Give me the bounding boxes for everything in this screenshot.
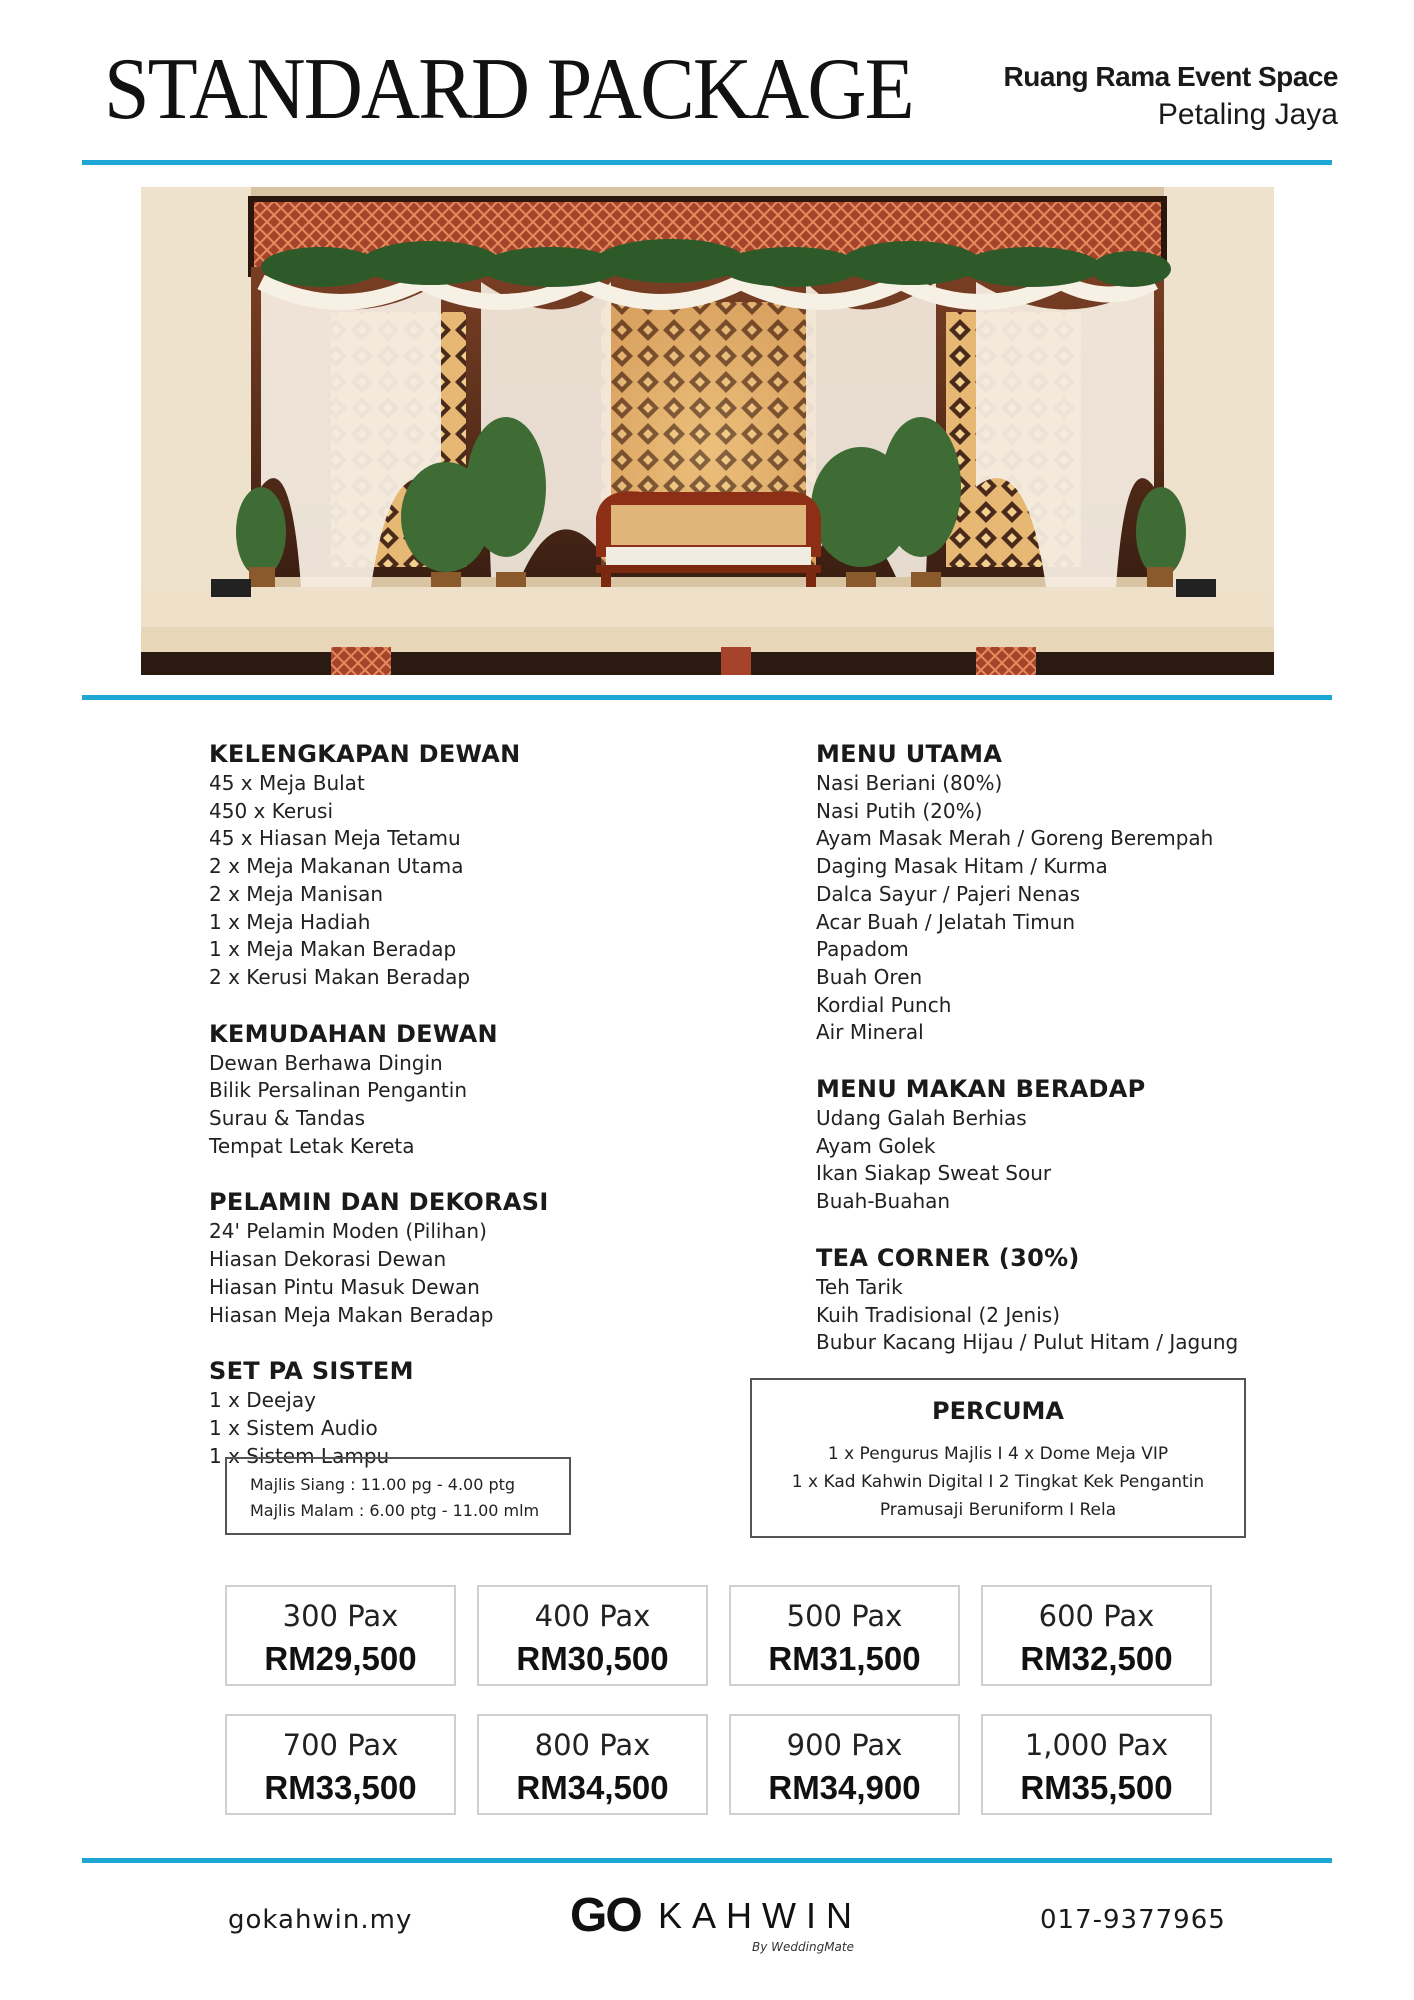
percuma-heading: PERCUMA [931,1397,1065,1425]
list-item: Air Mineral [816,1020,924,1045]
pax-label: 400 Pax [534,1599,651,1633]
logo-go: GO [570,1889,641,1942]
divider-bottom [82,1858,1332,1863]
list-item: Tempat Letak Kereta [209,1133,415,1158]
list-item: Bilik Persalinan Pengantin [209,1078,467,1103]
list-item: 2 x Meja Manisan [209,881,384,906]
section-tea-corner-30 [816,1242,1238,1357]
list-item: Hiasan Meja Makan Beradap [209,1302,494,1327]
list-item: Daging Masak Hitam / Kurma [816,854,1108,879]
list-item: 1 x Deejay [209,1388,316,1413]
price-amount: RM29,500 [264,1640,417,1677]
price-card [729,1585,960,1686]
section-list [816,1105,1238,1216]
list-item: 45 x Meja Bulat [209,771,365,795]
pax-label: 1,000 Pax [1024,1728,1169,1762]
night-session-text: Majlis Malam : 6.00 ptg - 11.00 mlm [250,1501,540,1520]
price-amount: RM35,500 [1020,1769,1173,1806]
list-item: Ayam Golek [816,1133,936,1158]
section-kelengkapan-dewan [209,738,549,992]
list-item: Udang Galah Berhias [816,1106,1027,1131]
price-amount: RM32,500 [1020,1640,1173,1677]
right-column [816,738,1238,1383]
list-item: Ikan Siakap Sweat Sour [816,1161,1052,1186]
list-item: Ayam Masak Merah / Goreng Berempah [816,826,1214,851]
pax-label: 600 Pax [1038,1599,1155,1633]
price-amount: RM33,500 [264,1769,417,1806]
list-item: Kordial Punch [816,992,952,1017]
pax-label: 300 Pax [282,1599,399,1633]
list-item: 1 x Sistem Audio [209,1415,378,1440]
section-heading: MENU UTAMA [816,740,1003,768]
list-item: Buah Oren [816,964,923,989]
list-item: Buah-Buahan [816,1189,951,1214]
price-card [981,1585,1212,1686]
section-heading: PELAMIN DAN DEKORASI [209,1188,549,1217]
section-heading: MENU MAKAN BERADAP [816,1075,1146,1104]
pax-label: 500 Pax [786,1599,903,1633]
list-item: Nasi Putih (20%) [816,798,983,823]
divider-top [82,160,1332,165]
website-link[interactable]: gokahwin.my [228,1905,413,1935]
left-column [209,738,549,1496]
list-item: Hiasan Dekorasi Dewan [209,1247,447,1272]
section-list [209,1218,549,1329]
price-amount: RM34,500 [516,1769,669,1806]
percuma-line: 1 x Pengurus Majlis I 4 x Dome Meja VIP [827,1444,1169,1464]
list-item: Dewan Berhawa Dingin [209,1050,443,1075]
section-set-pa-sistem [209,1355,549,1470]
percuma-line: 1 x Kad Kahwin Digital I 2 Tingkat Kek Pengantin [791,1472,1205,1492]
section-menu-utama [816,738,1238,1047]
price-card [477,1714,708,1815]
list-item: Kuih Tradisional (2 Jenis) [816,1302,1060,1327]
price-card [477,1585,708,1686]
price-card [225,1714,456,1815]
list-item: 2 x Kerusi Makan Beradap [209,964,471,989]
section-list [209,770,549,992]
percuma-box [750,1378,1246,1538]
list-item: 1 x Meja Makan Beradap [209,937,457,962]
phone-number[interactable]: 017-9377965 [1040,1905,1226,1935]
list-item: Bubur Kacang Hijau / Pulut Hitam / Jagung [816,1330,1239,1355]
percuma-line: Pramusaji Beruniform I Rela [879,1500,1117,1520]
price-card [981,1714,1212,1815]
price-amount: RM30,500 [516,1640,669,1677]
list-item: 45 x Hiasan Meja Tetamu [209,826,461,851]
list-item: Dalca Sayur / Pajeri Nenas [816,881,1080,906]
list-item: 1 x Meja Hadiah [209,909,371,934]
list-item: Teh Tarik [816,1274,903,1299]
list-item: Nasi Beriani (80%) [816,771,1003,795]
section-kemudahan-dewan [209,1018,549,1161]
list-item: 450 x Kerusi [209,798,334,823]
page-title: STANDARD PACKAGE [104,41,913,138]
pax-label: 900 Pax [786,1728,903,1762]
pelamin-stage-photo [141,187,1274,675]
price-card [729,1714,960,1815]
divider-middle [82,695,1332,700]
list-item: 2 x Meja Makanan Utama [209,854,464,879]
section-heading: TEA CORNER (30%) [816,1243,1080,1272]
pax-label: 700 Pax [282,1728,399,1762]
list-item: Papadom [816,937,909,962]
section-pelamin-dan-dekorasi [209,1186,549,1329]
day-session-text: Majlis Siang : 11.00 pg - 4.00 ptg [250,1475,516,1494]
venue-block [1004,58,1338,134]
gokahwin-logo [570,1888,870,1958]
section-heading: KEMUDAHAN DEWAN [209,1019,498,1048]
section-list [816,770,1238,1047]
section-list [209,1050,549,1161]
logo-kahwin: KAHWIN [658,1895,862,1936]
list-item: 24' Pelamin Moden (Pilihan) [209,1219,487,1244]
price-amount: RM34,900 [768,1769,921,1806]
session-times-box [225,1457,571,1535]
section-menu-makan-beradap [816,1073,1238,1216]
section-heading: KELENGKAPAN DEWAN [209,740,521,768]
list-item: Acar Buah / Jelatah Timun [816,909,1076,934]
venue-location: Petaling Jaya [1157,98,1338,131]
list-item: Surau & Tandas [209,1106,366,1131]
pax-label: 800 Pax [534,1728,651,1762]
venue-name: Ruang Rama Event Space [1003,61,1338,92]
price-amount: RM31,500 [768,1640,921,1677]
price-card [225,1585,456,1686]
list-item: Hiasan Pintu Masuk Dewan [209,1274,480,1299]
logo-byline: By WeddingMate [752,1940,854,1954]
section-heading: SET PA SISTEM [209,1357,414,1386]
list-item: 1 x Sistem Lampu [209,1443,390,1468]
section-list [816,1274,1238,1357]
